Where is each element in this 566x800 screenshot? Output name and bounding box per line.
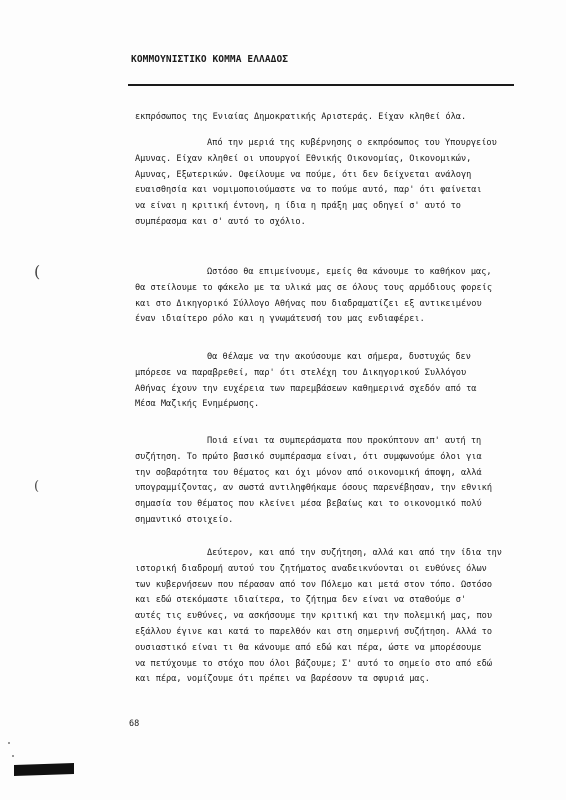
text-line: θα στείλουμε το φάκελο με τα υλικά μας σε όλους τους αρμόδιους φορείς [135,282,492,293]
text-line: εξάλλου έγινε και κατά το παρελθόν και στη σημερινή συζήτηση. Αλλά το [135,626,492,637]
margin-punch-mark: ( [34,479,40,494]
text-line: να πετύχουμε το στόχο που όλοι βάζουμε; Σ' αυτό το σημείο στο από εδώ [135,658,492,669]
scan-speck [12,755,14,757]
text-line: υπογραμμίζοντας, αν σωστά αντιληφθήκαμε όσους παρενέβησαν, την εθνική [135,483,492,494]
text-line: ευαισθησία και νομιμοποιούμαστε να το πούμε αυτό, παρ' ότι φαίνεται [135,185,482,196]
text-line: να είναι η κριτική έντονη, η ίδια η πράξη μας οδηγεί σ' αυτό το [135,201,461,212]
text-line: Αμυνας, Εξωτερικών. Οφείλουμε να πούμε, ότι δεν δείχνεται ανάλογη [135,169,472,180]
text-line: Μέσα Μαζικής Ενημέρωσης. [135,399,260,410]
text-line: των κυβερνήσεων που πέρασαν από τον Πόλεμο και μετά στον τόπο. Ωστόσο [135,579,492,590]
text-line: Ποιά είναι τα συμπεράσματα που προκύπτουν απ' αυτή τη [207,436,482,446]
text-line: αυτές τις ευθύνες, να ασκήσουμε την κριτική και την πολεμική μας, που [135,611,492,622]
paragraph-4 [135,350,515,413]
text-line: Θα θέλαμε να την ακούσουμε και σήμερα, δυστυχώς δεν [207,352,471,362]
text-line: και πέρα, νομίζουμε ότι πρέπει να βαρέσουν τα σφυριά μας. [135,674,430,685]
margin-punch-mark: ( [34,262,41,281]
text-line: ουσιαστικό είναι τι θα κάνουμε από εδώ και πέρα, ώστε να μπορέσουμε [135,642,482,653]
text-line: μπόρεσε να παραβρεθεί, παρ' ότι στελέχη του Δικηγορικού Συλλόγου [135,367,467,378]
paragraph-5 [135,434,515,529]
paragraph-1 [135,110,515,126]
text-line: και εδώ στεκόμαστε ιδιαίτερα, το ζήτημα δεν είναι να σταθούμε σ' [135,595,467,606]
text-line: Αθήνας έχουν την ευχέρεια των παρεμβάσεων καθημερινά σχεδόν από τα [135,383,477,394]
text-line: συζήτηση. Το πρώτο βασικό συμπέρασμα είναι, ότι συμφωνούμε όλοι για [135,451,482,462]
text-line: Από την μεριά της κυβέρνησης ο εκπρόσωπος του Υπουργείου [207,138,497,148]
text-line: την σοβαρότητα του θέματος και όχι μόνον από οικονομική άποψη, αλλά [135,467,482,478]
text-line: σημασία του θέματος που κλείνει μέσα βεβαίως και το οικονομικό πολύ [135,499,482,510]
text-line: έναν ιδιαίτερο ρόλο και η γνωμάτευσή του μας ενδιαφέρει. [135,314,425,325]
scan-artifact-bar [14,763,74,776]
text-line: εκπρόσωπος της Ενιαίας Δημοκρατικής Αριστεράς. Είχαν κληθεί όλα. [135,112,467,122]
page-number: 68 [129,719,140,729]
text-line: σημαντικό στοιχείο. [135,514,234,525]
text-line: συμπέρασμα και σ' αυτό το σχόλιο. [135,216,306,227]
text-line: ιστορική διαδρομή αυτού του ζητήματος αναδεικνύονται οι ευθύνες όλων [135,563,487,574]
page-header-title: ΚΟΜΜΟΥΝΙΣΤΙΚΟ ΚΟΜΜΑ ΕΛΛΑΔΟΣ [131,54,289,65]
paragraph-2 [135,136,515,231]
header-rule [128,84,514,86]
scan-speck [8,742,10,744]
text-line: και στο Δικηγορικό Σύλλογο Αθήνας που διαδραματίζει εξ αντικειμένου [135,298,482,309]
text-line: Ωστόσο θα επιμείνουμε, εμείς θα κάνουμε το καθήκον μας, [207,267,492,277]
text-line: Δεύτερον, και από την συζήτηση, αλλά και από την ίδια την [207,548,502,558]
text-line: Αμυνας. Είχαν κληθεί οι υπουργοί Εθνικής Οικονομίας, Οικονομικών, [135,153,472,164]
paragraph-6 [135,546,515,688]
paragraph-3 [135,265,515,328]
